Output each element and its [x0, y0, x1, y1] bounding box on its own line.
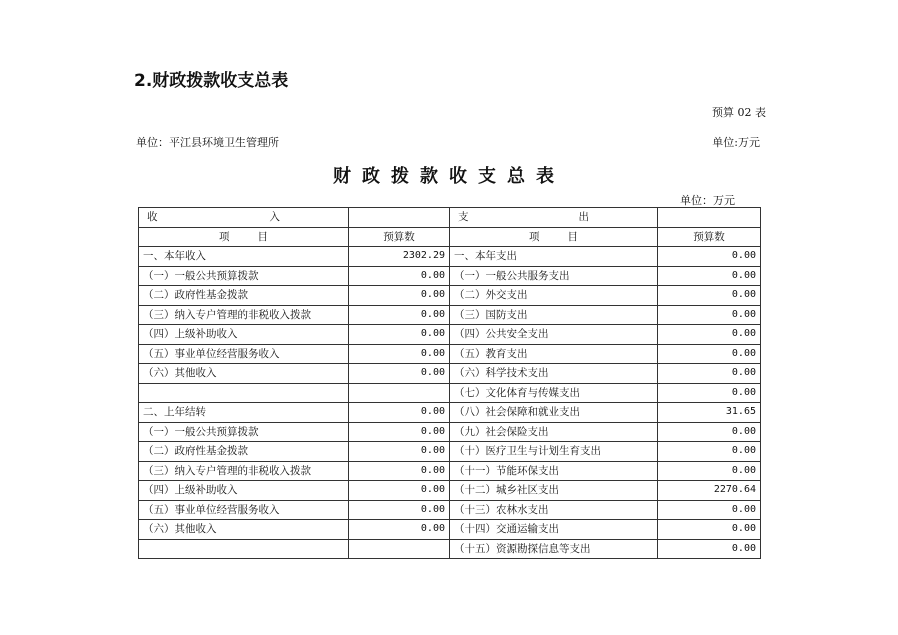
- table-row: [139, 344, 761, 364]
- income-value: [349, 383, 450, 403]
- expense-item: （十二）城乡社区支出: [450, 481, 658, 501]
- empty-header-cell: [658, 208, 761, 228]
- income-item: （一）一般公共预算拨款: [139, 266, 349, 286]
- table-row: [139, 364, 761, 384]
- expense-item: （三）国防支出: [450, 305, 658, 325]
- table-row: [139, 403, 761, 423]
- expense-item: （六）科学技术支出: [450, 364, 658, 384]
- table-row: [139, 247, 761, 267]
- income-value: [349, 539, 450, 559]
- income-item: （五）事业单位经营服务收入: [139, 500, 349, 520]
- income-value: 0.00: [349, 266, 450, 286]
- item-header-left: [139, 227, 349, 247]
- expense-header-a: 支: [458, 211, 469, 224]
- expense-value: 0.00: [658, 442, 761, 462]
- expense-value: 0.00: [658, 422, 761, 442]
- header-row-1: [139, 208, 761, 228]
- income-value: 0.00: [349, 481, 450, 501]
- income-value: 0.00: [349, 305, 450, 325]
- income-value: 0.00: [349, 442, 450, 462]
- table-row: [139, 520, 761, 540]
- expense-item: （一）一般公共服务支出: [450, 266, 658, 286]
- income-item: 一、本年收入: [139, 247, 349, 267]
- expense-item: （九）社会保险支出: [450, 422, 658, 442]
- income-item: [139, 383, 349, 403]
- income-value: 0.00: [349, 403, 450, 423]
- income-item: [139, 539, 349, 559]
- income-value: 0.00: [349, 364, 450, 384]
- income-value: 2302.29: [349, 247, 450, 267]
- expense-value: 2270.64: [658, 481, 761, 501]
- expense-item: （十三）农林水支出: [450, 500, 658, 520]
- expense-item: （十）医疗卫生与计划生育支出: [450, 442, 658, 462]
- income-item: （四）上级补助收入: [139, 481, 349, 501]
- income-header-b: 入: [269, 211, 280, 224]
- expense-value: 0.00: [658, 383, 761, 403]
- table-row: [139, 500, 761, 520]
- expense-item: （八）社会保障和就业支出: [450, 403, 658, 423]
- expense-item: （十四）交通运输支出: [450, 520, 658, 540]
- income-value: 0.00: [349, 500, 450, 520]
- table-row: [139, 383, 761, 403]
- table-row: [139, 442, 761, 462]
- expense-value: 0.00: [658, 286, 761, 306]
- expense-value: 0.00: [658, 247, 761, 267]
- income-value: 0.00: [349, 520, 450, 540]
- income-value: 0.00: [349, 325, 450, 345]
- organization-unit: 单位：平江县环境卫生管理所: [136, 136, 279, 149]
- income-item: （二）政府性基金拨款: [139, 442, 349, 462]
- income-value: 0.00: [349, 286, 450, 306]
- expense-value: 0.00: [658, 325, 761, 345]
- income-header-a: 收: [147, 211, 158, 224]
- expense-item: （二）外交支出: [450, 286, 658, 306]
- table-row: [139, 539, 761, 559]
- income-value: 0.00: [349, 461, 450, 481]
- income-value: 0.00: [349, 422, 450, 442]
- income-item: （六）其他收入: [139, 520, 349, 540]
- form-number: 预算 02 表: [712, 106, 766, 119]
- expense-item: 一、本年支出: [450, 247, 658, 267]
- table-row: [139, 286, 761, 306]
- currency-unit: 单位:万元: [712, 136, 760, 149]
- table-row: [139, 305, 761, 325]
- table-row: [139, 481, 761, 501]
- table-row: [139, 266, 761, 286]
- income-item: 二、上年结转: [139, 403, 349, 423]
- income-item: （四）上级补助收入: [139, 325, 349, 345]
- expense-item: （十五）资源勘探信息等支出: [450, 539, 658, 559]
- expense-header: [450, 208, 658, 228]
- expense-value: 0.00: [658, 305, 761, 325]
- item-header-right-label: 项目: [529, 230, 606, 243]
- expense-value: 0.00: [658, 539, 761, 559]
- expense-header-b: 出: [578, 211, 589, 224]
- expense-value: 0.00: [658, 500, 761, 520]
- expense-value: 0.00: [658, 461, 761, 481]
- expense-item: （十一）节能环保支出: [450, 461, 658, 481]
- header-row-2: [139, 227, 761, 247]
- table-title: 财政拨款收支总表: [333, 166, 565, 187]
- expense-value: 31.65: [658, 403, 761, 423]
- item-header-right: [450, 227, 658, 247]
- table-row: [139, 461, 761, 481]
- budget-header-right: 预算数: [658, 227, 761, 247]
- table-row: [139, 325, 761, 345]
- section-title: 2.财政拨款收支总表: [134, 71, 289, 91]
- income-value: 0.00: [349, 344, 450, 364]
- expense-item: （五）教育支出: [450, 344, 658, 364]
- expense-value: 0.00: [658, 364, 761, 384]
- income-item: （六）其他收入: [139, 364, 349, 384]
- table-row: [139, 422, 761, 442]
- table-unit: 单位：万元: [680, 194, 735, 207]
- income-item: （二）政府性基金拨款: [139, 286, 349, 306]
- expense-value: 0.00: [658, 266, 761, 286]
- income-item: （三）纳入专户管理的非税收入拨款: [139, 305, 349, 325]
- expense-item: （七）文化体育与传媒支出: [450, 383, 658, 403]
- income-item: （一）一般公共预算拨款: [139, 422, 349, 442]
- empty-header-cell: [349, 208, 450, 228]
- income-item: （五）事业单位经营服务收入: [139, 344, 349, 364]
- income-item: （三）纳入专户管理的非税收入拨款: [139, 461, 349, 481]
- expense-value: 0.00: [658, 520, 761, 540]
- expense-value: 0.00: [658, 344, 761, 364]
- item-header-left-label: 项目: [219, 230, 296, 243]
- income-header: [139, 208, 349, 228]
- expense-item: （四）公共安全支出: [450, 325, 658, 345]
- budget-table: [138, 207, 761, 559]
- budget-header-left: 预算数: [349, 227, 450, 247]
